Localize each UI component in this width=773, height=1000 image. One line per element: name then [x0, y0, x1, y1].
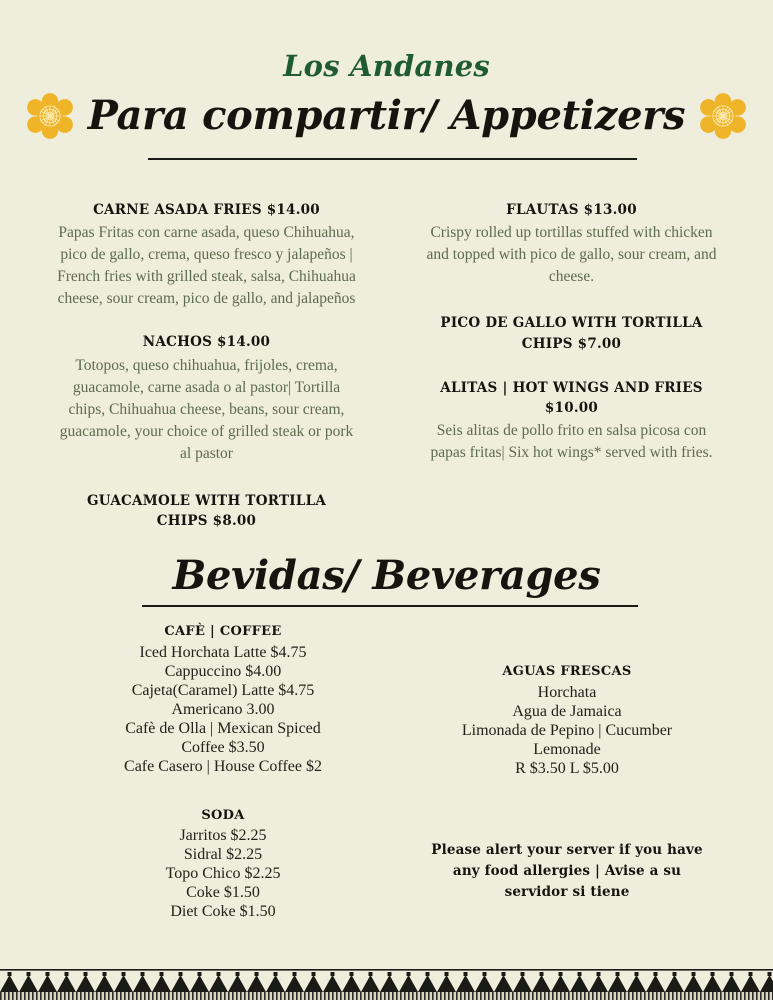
- menu-item: [55, 491, 358, 532]
- menu-item-name: ALITAS | HOT WINGS AND FRIES $10.00: [440, 379, 703, 416]
- striped-band: [0, 992, 773, 1000]
- appetizers-right-column: [400, 200, 773, 533]
- menu-item-description: Papas Fritas con carne asada, queso Chihuahua, pico de gallo, crema, queso fresco y jalapeños | French fries with grilled steak, salsa, Chihuahua cheese, sour cream, pico de gallo, and jalapeños: [57, 224, 356, 308]
- beverages-divider: [142, 605, 638, 607]
- coffee-line: Cajeta(Caramel) Latte $4.75: [131, 681, 315, 699]
- allergy-notice-text: Please alert your server if you have any food allergies | Avise a su servidor si tiene: [431, 841, 703, 901]
- menu-item: [55, 200, 358, 310]
- soda-group: [90, 806, 356, 922]
- menu-item-description: Seis alitas de pollo frito en salsa picosa con papas fritas| Six hot wings* served with fries.: [430, 422, 713, 462]
- coffee-heading: CAFÈ | COFFEE: [164, 624, 282, 639]
- column-spacer: [431, 622, 703, 662]
- flower-ornament-left-icon: [26, 92, 74, 140]
- menu-item: [420, 378, 723, 465]
- beverages-right-column: [386, 622, 773, 921]
- aguas-frescas-line: Limonada de Pepino | Cucumber: [461, 721, 673, 739]
- coffee-line: Americano 3.00: [171, 700, 275, 718]
- appetizers-section-title: Para compartir/ Appetizers: [87, 92, 686, 139]
- coffee-line: Cafè de Olla | Mexican Spiced: [125, 719, 321, 737]
- coffee-group: [90, 622, 356, 776]
- aguas-frescas-line: Horchata: [537, 683, 597, 701]
- menu-item-name: NACHOS $14.00: [142, 334, 271, 351]
- flower-ornament-right-icon: [699, 92, 747, 140]
- aguas-frescas-line: R $3.50 L $5.00: [515, 759, 619, 777]
- restaurant-name: Los Andanes: [283, 49, 490, 83]
- coffee-line: Cafe Casero | House Coffee $2: [124, 757, 322, 775]
- aguas-frescas-heading: AGUAS FRESCAS: [502, 664, 632, 679]
- coffee-line: Iced Horchata Latte $4.75: [139, 643, 307, 661]
- soda-line: Topo Chico $2.25: [165, 865, 281, 883]
- menu-item-description: Crispy rolled up tortillas stuffed with chicken and topped with pico de gallo, sour cream, and cheese.: [426, 224, 717, 286]
- menu-item: [55, 332, 358, 464]
- appetizers-left-column: [0, 200, 400, 533]
- aguas-frescas-group: [431, 662, 703, 778]
- soda-heading: SODA: [201, 807, 245, 823]
- soda-line: Jarritos $2.25: [179, 827, 267, 845]
- appetizers-columns: [0, 200, 773, 533]
- menu-item-description: Totopos, queso chihuahua, frijoles, crema, guacamole, carne asada o al pastor| Tortilla chips, Chihuahua cheese, beans, sour cream, guacamole, your choice of grilled steak or pork al pastor: [59, 356, 354, 462]
- soda-line: Sidral $2.25: [183, 846, 263, 864]
- aguas-frescas-line: Agua de Jamaica: [512, 702, 622, 720]
- beverages-header: [0, 552, 773, 599]
- menu-item: [420, 200, 723, 288]
- soda-line: Coke $1.50: [186, 884, 260, 902]
- beverages-section-title: Bevidas/ Beverages: [172, 552, 601, 599]
- menu-header: [0, 49, 773, 145]
- menu-item-name: CARNE ASADA FRIES $14.00: [93, 202, 320, 218]
- appetizers-title-row: [0, 87, 773, 145]
- allergy-notice: [431, 840, 703, 904]
- menu-item-name: PICO DE GALLO WITH TORTILLA CHIPS $7.00: [440, 315, 703, 352]
- bottom-decorative-border: [0, 962, 773, 1000]
- menu-item-name: GUACAMOLE WITH TORTILLA CHIPS $8.00: [86, 492, 327, 529]
- beverages-columns: [0, 622, 773, 921]
- appetizers-divider: [148, 158, 637, 160]
- menu-item: [420, 313, 723, 354]
- coffee-line: Cappuccino $4.00: [164, 662, 282, 680]
- soda-line: Diet Coke $1.50: [170, 903, 276, 921]
- beverages-left-column: [0, 622, 386, 921]
- aguas-frescas-line: Lemonade: [533, 740, 601, 758]
- menu-item-name: FLAUTAS $13.00: [506, 202, 637, 218]
- coffee-line: Coffee $3.50: [181, 738, 265, 756]
